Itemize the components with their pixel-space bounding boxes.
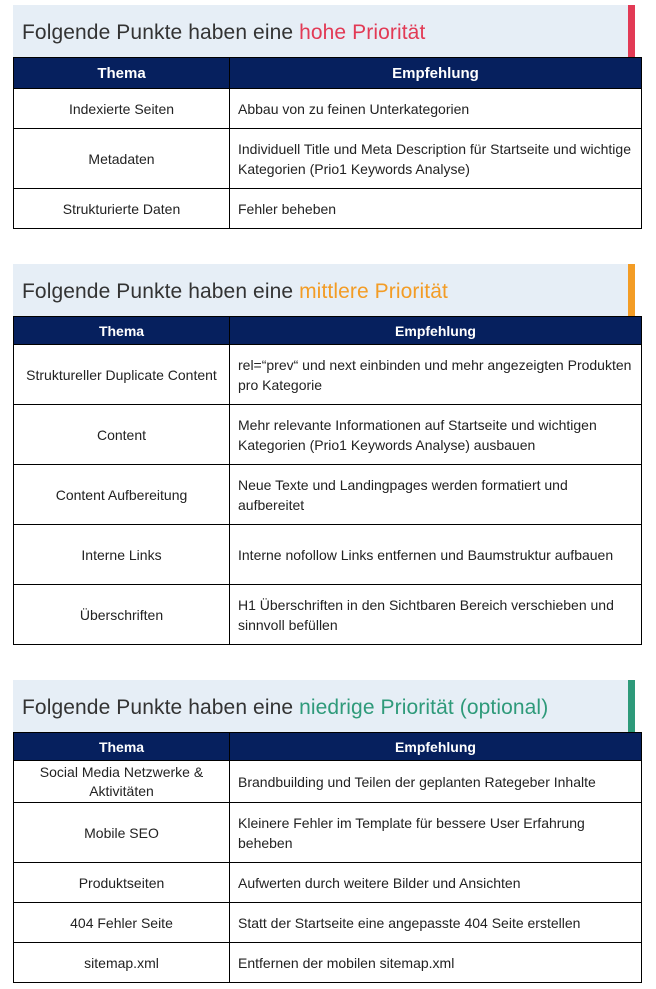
priority-label: niedrige Priorität (optional) xyxy=(299,696,549,719)
recommendation-cell: Aufwerten durch weitere Bilder und Ansichten xyxy=(230,863,642,903)
column-header-topic: Thema xyxy=(14,317,230,345)
priority-table xyxy=(13,732,642,983)
table-header-row xyxy=(14,733,642,761)
table-row xyxy=(14,585,642,645)
recommendation-cell: Fehler beheben xyxy=(230,189,642,229)
table-row xyxy=(14,943,642,983)
column-header-recommendation: Empfehlung xyxy=(230,58,642,89)
topic-cell: Mobile SEO xyxy=(14,803,230,863)
topic-cell: sitemap.xml xyxy=(14,943,230,983)
topic-cell: Strukturierte Daten xyxy=(14,189,230,229)
column-header-recommendation: Empfehlung xyxy=(230,733,642,761)
section-banner xyxy=(13,5,635,57)
table-row xyxy=(14,465,642,525)
topic-cell: Content xyxy=(14,405,230,465)
recommendation-cell: Entfernen der mobilen sitemap.xml xyxy=(230,943,642,983)
table-row xyxy=(14,345,642,405)
priority-color-bar xyxy=(628,5,635,57)
priority-label: hohe Priorität xyxy=(299,21,426,44)
section-banner xyxy=(13,264,635,316)
topic-cell: Content Aufbereitung xyxy=(14,465,230,525)
topic-cell: Social Media Netzwerke & Aktivitäten xyxy=(14,761,230,803)
recommendation-cell: Individuell Title und Meta Description für Startseite und wichtige Kategorien (Prio1 Keywords Analyse) xyxy=(230,129,642,189)
recommendation-cell: Abbau von zu feinen Unterkategorien xyxy=(230,89,642,129)
section-banner xyxy=(13,680,635,732)
recommendation-cell: Mehr relevante Informationen auf Startseite und wichtigen Kategorien (Prio1 Keywords Analyse) ausbauen xyxy=(230,405,642,465)
table-row xyxy=(14,189,642,229)
topic-cell: Struktureller Duplicate Content xyxy=(14,345,230,405)
medium-priority-section xyxy=(13,264,642,645)
recommendation-cell: Statt der Startseite eine angepasste 404 Seite erstellen xyxy=(230,903,642,943)
topic-cell: Interne Links xyxy=(14,525,230,585)
topic-cell: Indexierte Seiten xyxy=(14,89,230,129)
topic-cell: Metadaten xyxy=(14,129,230,189)
title-prefix: Folgende Punkte haben eine xyxy=(22,21,300,44)
table-row xyxy=(14,89,642,129)
priority-color-bar xyxy=(628,264,635,316)
recommendation-cell: rel=“prev“ und next einbinden und mehr angezeigten Produkten pro Kategorie xyxy=(230,345,642,405)
priority-table xyxy=(13,57,642,229)
high-priority-section xyxy=(13,5,642,229)
topic-cell: Produktseiten xyxy=(14,863,230,903)
table-row xyxy=(14,405,642,465)
section-title xyxy=(22,280,448,304)
low-priority-section xyxy=(13,680,642,983)
priority-table xyxy=(13,316,642,645)
topic-cell: Überschriften xyxy=(14,585,230,645)
table-row xyxy=(14,863,642,903)
table-header-row xyxy=(14,317,642,345)
recommendation-cell: Brandbuilding und Teilen der geplanten Rategeber Inhalte xyxy=(230,761,642,803)
table-header-row xyxy=(14,58,642,89)
recommendation-cell: Interne nofollow Links entfernen und Baumstruktur aufbauen xyxy=(230,525,642,585)
title-prefix: Folgende Punkte haben eine xyxy=(22,696,300,719)
table-row xyxy=(14,903,642,943)
title-prefix: Folgende Punkte haben eine xyxy=(22,280,300,303)
section-title xyxy=(22,21,425,45)
recommendation-cell: H1 Überschriften in den Sichtbaren Bereich verschieben und sinnvoll befüllen xyxy=(230,585,642,645)
recommendation-cell: Kleinere Fehler im Template für bessere User Erfahrung beheben xyxy=(230,803,642,863)
priority-color-bar xyxy=(628,680,635,732)
table-row xyxy=(14,525,642,585)
column-header-recommendation: Empfehlung xyxy=(230,317,642,345)
column-header-topic: Thema xyxy=(14,733,230,761)
table-row xyxy=(14,129,642,189)
topic-cell: 404 Fehler Seite xyxy=(14,903,230,943)
section-title xyxy=(22,696,548,720)
table-row xyxy=(14,761,642,803)
recommendation-cell: Neue Texte und Landingpages werden formatiert und aufbereitet xyxy=(230,465,642,525)
priority-label: mittlere Priorität xyxy=(299,280,448,303)
table-row xyxy=(14,803,642,863)
column-header-topic: Thema xyxy=(14,58,230,89)
